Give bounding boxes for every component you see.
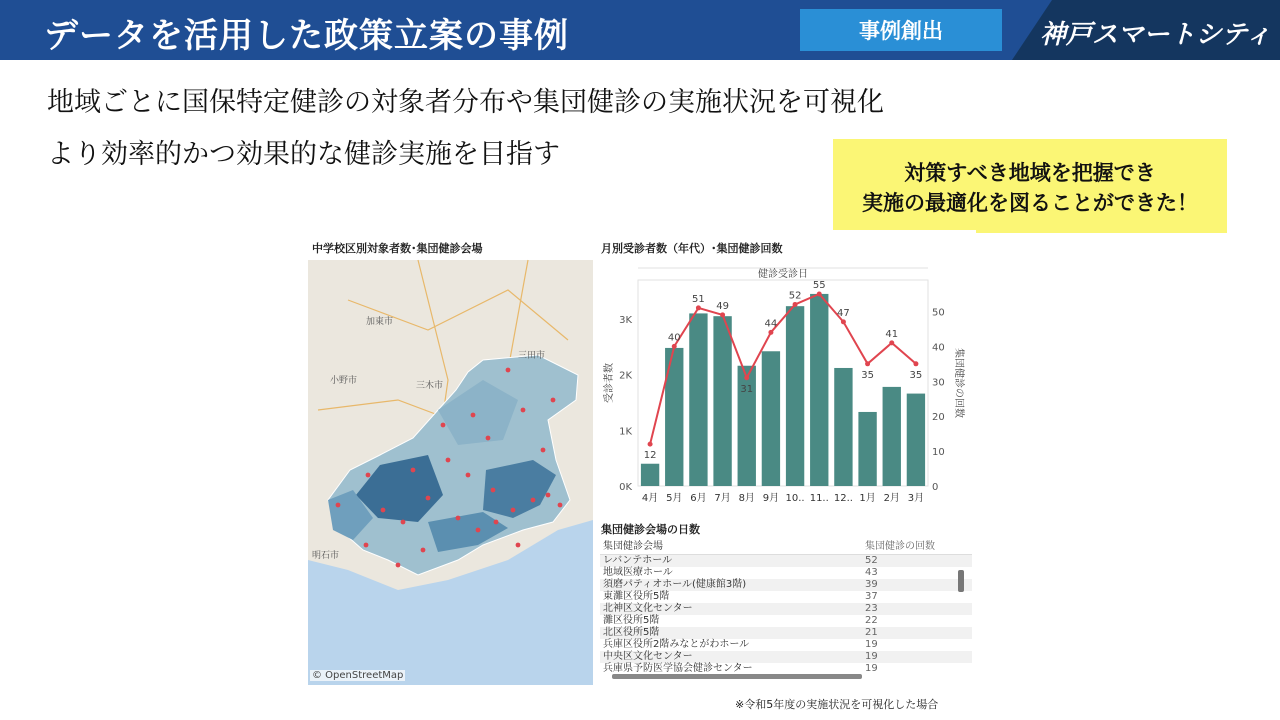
data-label: 31 — [740, 383, 754, 395]
table-row[interactable] — [600, 579, 972, 591]
line-point-3 — [696, 305, 701, 310]
table-row[interactable] — [600, 555, 972, 567]
line-point-7 — [793, 302, 798, 307]
table-row[interactable] — [600, 615, 972, 627]
x-tick-label: 9月 — [762, 493, 780, 504]
map-attribution: © OpenStreetMap — [312, 670, 404, 681]
table-row[interactable] — [600, 567, 972, 579]
x-tick-label: 2月 — [883, 493, 900, 504]
y2-tick-label: 0 — [932, 482, 939, 493]
lead-line-2: より効率的かつ効果的な健診実施を目指す — [47, 139, 560, 170]
venue-count: 43 — [865, 567, 878, 578]
venue-name: レバンテホール — [603, 555, 673, 566]
venue-count: 23 — [865, 603, 878, 614]
map-label-miki: 三木市 — [416, 381, 444, 391]
venue-name: 灘区役所5階 — [603, 615, 660, 626]
line-point-10 — [865, 361, 870, 366]
map-canvas — [308, 260, 593, 685]
line-point-12 — [913, 361, 918, 366]
venue-count: 21 — [865, 627, 878, 638]
venue-name: 東灘区役所5階 — [603, 591, 670, 602]
footnote: ※令和5年度の実施状況を可視化した場合 — [735, 698, 939, 711]
line-point-1 — [648, 442, 653, 447]
data-label: 12 — [643, 450, 657, 462]
y-tick-label: 0K — [619, 482, 632, 493]
x-tick-label: 5月 — [666, 493, 683, 504]
y-axis-title: 受診者数 — [604, 363, 615, 403]
y-tick-label: 2K — [619, 370, 632, 382]
line-point-8 — [817, 291, 822, 296]
category-badge: 事例創出 — [800, 9, 1002, 51]
line-point-6 — [768, 330, 773, 335]
bar-12 — [907, 394, 925, 486]
venue-count: 19 — [865, 639, 878, 650]
callout-line-1: 対策すべき地域を把握でき — [904, 161, 1156, 185]
venue-name: 北神区文化センター — [603, 603, 693, 614]
chart-header-label: 健診受診日 — [758, 269, 808, 280]
venue-name: 兵庫県予防医学協会健診センター — [603, 663, 753, 674]
x-tick-label: 3月 — [907, 493, 925, 504]
venue-count: 52 — [865, 555, 878, 566]
venue-count: 39 — [865, 579, 878, 590]
y-tick-label: 3K — [619, 314, 632, 326]
venue-table[interactable] — [600, 540, 972, 675]
bar-9 — [834, 368, 852, 486]
data-label: 55 — [812, 279, 826, 291]
bar-4 — [713, 316, 731, 486]
x-tick-label: 11.. — [809, 493, 829, 504]
data-label: 35 — [909, 369, 923, 381]
bar-11 — [883, 387, 901, 486]
y2-tick-label: 20 — [932, 412, 945, 424]
data-label: 41 — [885, 328, 899, 340]
y2-axis-title: 集団健診の回数 — [953, 348, 964, 418]
y2-tick-label: 30 — [932, 377, 945, 389]
x-tick-label: 8月 — [738, 493, 755, 504]
venue-count: 19 — [865, 651, 878, 662]
venue-count: 22 — [865, 615, 878, 626]
choropleth-map[interactable] — [308, 260, 593, 685]
x-tick-label: 1月 — [859, 493, 876, 504]
table-title: 集団健診会場の日数 — [601, 523, 700, 536]
x-tick-label: 10.. — [785, 493, 805, 504]
bar-1 — [641, 464, 659, 486]
map-label-akashi: 明石市 — [312, 551, 340, 561]
map-title: 中学校区別対象者数･集団健診会場 — [312, 242, 483, 255]
bar-3 — [689, 313, 707, 486]
y2-tick-label: 50 — [932, 307, 945, 319]
x-tick-label: 7月 — [714, 493, 731, 504]
lead-line-1: 地域ごとに国保特定健診の対象者分布や集団健診の実施状況を可視化 — [47, 87, 884, 118]
bar-7 — [786, 306, 804, 486]
chart-title: 月別受診者数（年代）･集団健診回数 — [601, 242, 783, 255]
venue-name: 北区役所5階 — [603, 627, 660, 638]
table-row[interactable] — [600, 627, 972, 639]
line-point-11 — [889, 340, 894, 345]
chart-canvas — [598, 256, 972, 504]
data-label: 52 — [788, 290, 802, 302]
y2-tick-label: 10 — [932, 447, 945, 459]
table-row[interactable] — [600, 603, 972, 615]
y-tick-label: 1K — [619, 426, 632, 438]
y2-tick-label: 40 — [932, 342, 945, 354]
line-point-5 — [744, 375, 749, 380]
venue-name: 兵庫区役所2階みなとがわホール — [603, 639, 750, 650]
line-point-4 — [720, 312, 725, 317]
map-label-ono: 小野市 — [330, 376, 358, 386]
header-bar — [0, 0, 1280, 60]
callout-line-2: 実施の最適化を図ることができた！ — [862, 191, 1198, 215]
table-horizontal-scrollbar[interactable] — [612, 674, 862, 679]
page-title: データを活用した政策立案の事例 — [44, 16, 569, 56]
callout-box — [833, 139, 1227, 233]
venue-count: 19 — [865, 663, 878, 674]
bar-10 — [858, 412, 876, 486]
table-row[interactable] — [600, 591, 972, 603]
table-body — [600, 555, 972, 675]
line-point-9 — [841, 319, 846, 324]
col-venue-header: 集団健診会場 — [603, 541, 663, 552]
line-point-2 — [672, 344, 677, 349]
table-vertical-scrollbar[interactable] — [958, 570, 964, 592]
venue-name: 中央区文化センター — [603, 651, 693, 662]
table-header — [600, 540, 972, 555]
data-label: 51 — [692, 293, 705, 305]
table-row[interactable] — [600, 639, 972, 651]
data-label: 47 — [837, 307, 850, 319]
data-label: 40 — [667, 332, 681, 344]
data-label: 49 — [716, 300, 729, 312]
table-row[interactable] — [600, 651, 972, 663]
x-tick-label: 4月 — [641, 493, 659, 504]
data-label: 44 — [764, 318, 778, 330]
venue-count: 37 — [865, 591, 878, 602]
venue-name: 須磨パティオホール(健康館3階) — [603, 579, 747, 590]
kobe-smart-city-logo: 神戸スマートシティ — [1040, 20, 1272, 50]
col-count-header: 集団健診の回数 — [865, 541, 935, 552]
data-label: 35 — [861, 369, 874, 381]
venue-name: 地域医療ホール — [603, 567, 673, 578]
bar-8 — [810, 294, 828, 486]
map-label-sanda: 三田市 — [518, 351, 546, 361]
x-tick-label: 6月 — [690, 493, 707, 504]
monthly-chart[interactable] — [598, 256, 972, 504]
x-tick-label: 12.. — [833, 493, 853, 504]
map-label-kato: 加東市 — [366, 317, 394, 327]
bar-6 — [762, 351, 780, 486]
